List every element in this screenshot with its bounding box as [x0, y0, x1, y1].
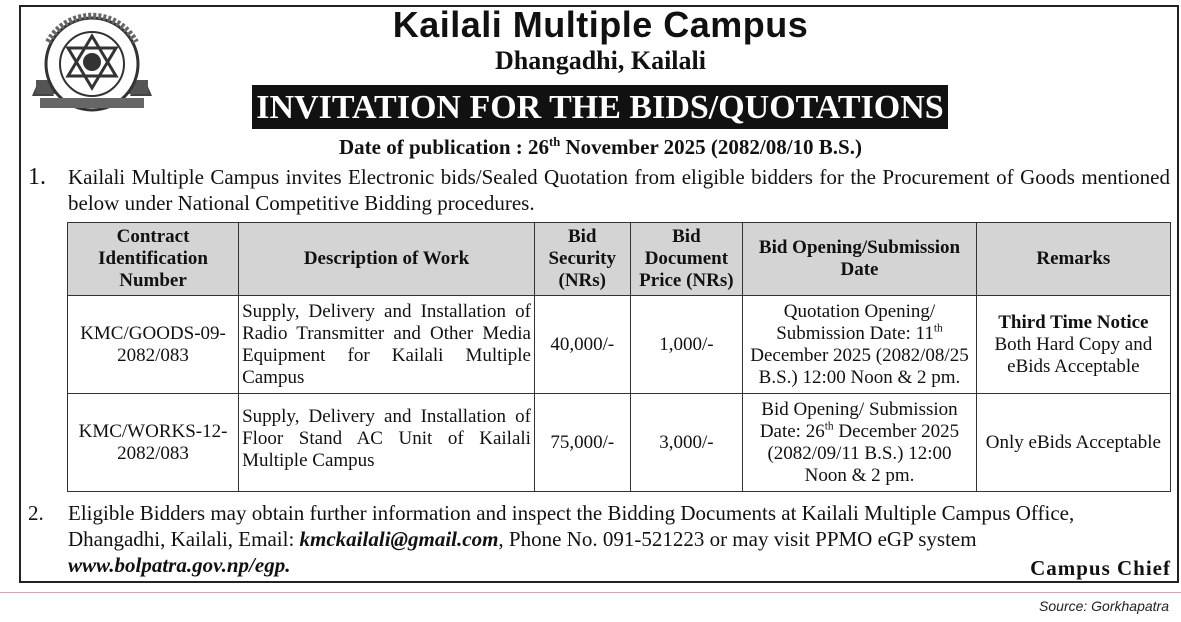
- bid-security-cell: 75,000/-: [534, 394, 630, 492]
- column-header: Remarks: [976, 223, 1170, 296]
- opening-date-cell: Bid Opening/ Submission Date: 26th December 2025 (2082/09/11 B.S.) 12:00 Noon & 2 pm.: [743, 394, 976, 492]
- contact-paragraph: Eligible Bidders may obtain further information and inspect the Bidding Documents at Kailali Multiple Campus Office, Dhangadhi, Kailali, Email: kmckailali@gmail.com, Phone No. 091-521223 or may visit PPMO eGP system www.bolpatra.gov.np/egp.: [68, 501, 1075, 577]
- bid-security-cell: 40,000/-: [534, 296, 630, 394]
- column-header: Contract Identification Number: [68, 223, 239, 296]
- remarks-highlight: Third Time Notice: [998, 311, 1149, 333]
- table-row: [68, 296, 1171, 394]
- signature-campus-chief: Campus Chief: [1030, 556, 1171, 580]
- source-credit: Source: Gorkhapatra: [1039, 598, 1169, 614]
- table-row: [68, 394, 1171, 492]
- description-cell: Supply, Delivery and Installation of Floor Stand AC Unit of Kailali Multiple Campus: [239, 394, 535, 492]
- paragraph-number: 2.: [28, 501, 44, 525]
- notice-title: INVITATION FOR THE BIDS/QUOTATIONS: [252, 85, 948, 129]
- column-header: Bid Opening/Submission Date: [743, 223, 976, 296]
- email-link[interactable]: kmckailali@gmail.com: [299, 527, 499, 551]
- divider: [0, 592, 1181, 593]
- description-cell: Supply, Delivery and Installation of Radio Transmitter and Other Media Equipment for Kailali Multiple Campus: [239, 296, 535, 394]
- table-header-row: [68, 223, 1171, 296]
- website-link[interactable]: www.bolpatra.gov.np/egp.: [68, 553, 291, 577]
- column-header: Description of Work: [239, 223, 535, 296]
- remarks-cell: Third Time Notice Both Hard Copy and eBids Acceptable: [976, 296, 1170, 394]
- opening-date-cell: Quotation Opening/ Submission Date: 11th December 2025 (2082/08/25 B.S.) 12:00 Noon & 2 pm.: [743, 296, 976, 394]
- column-header: Bid Document Price (NRs): [630, 223, 743, 296]
- bids-table: [67, 222, 1171, 492]
- contract-id-cell: KMC/GOODS-09-2082/083: [68, 296, 239, 394]
- contract-id-cell: KMC/WORKS-12-2082/083: [68, 394, 239, 492]
- publication-date: Date of publication : 26th November 2025 (2082/08/10 B.S.): [339, 135, 862, 159]
- column-header: Bid Security (NRs): [534, 223, 630, 296]
- paragraph-number: 1.: [28, 164, 46, 190]
- doc-price-cell: 3,000/-: [630, 394, 743, 492]
- campus-name: Kailali Multiple Campus: [392, 4, 809, 45]
- doc-price-cell: 1,000/-: [630, 296, 743, 394]
- intro-paragraph: Kailali Multiple Campus invites Electronic bids/Sealed Quotation from eligible bidders for the Procurement of Goods mentioned below under National Competitive Bidding procedures.: [68, 165, 1170, 215]
- campus-location: Dhangadhi, Kailali: [495, 46, 706, 75]
- remarks-cell: Only eBids Acceptable: [976, 394, 1170, 492]
